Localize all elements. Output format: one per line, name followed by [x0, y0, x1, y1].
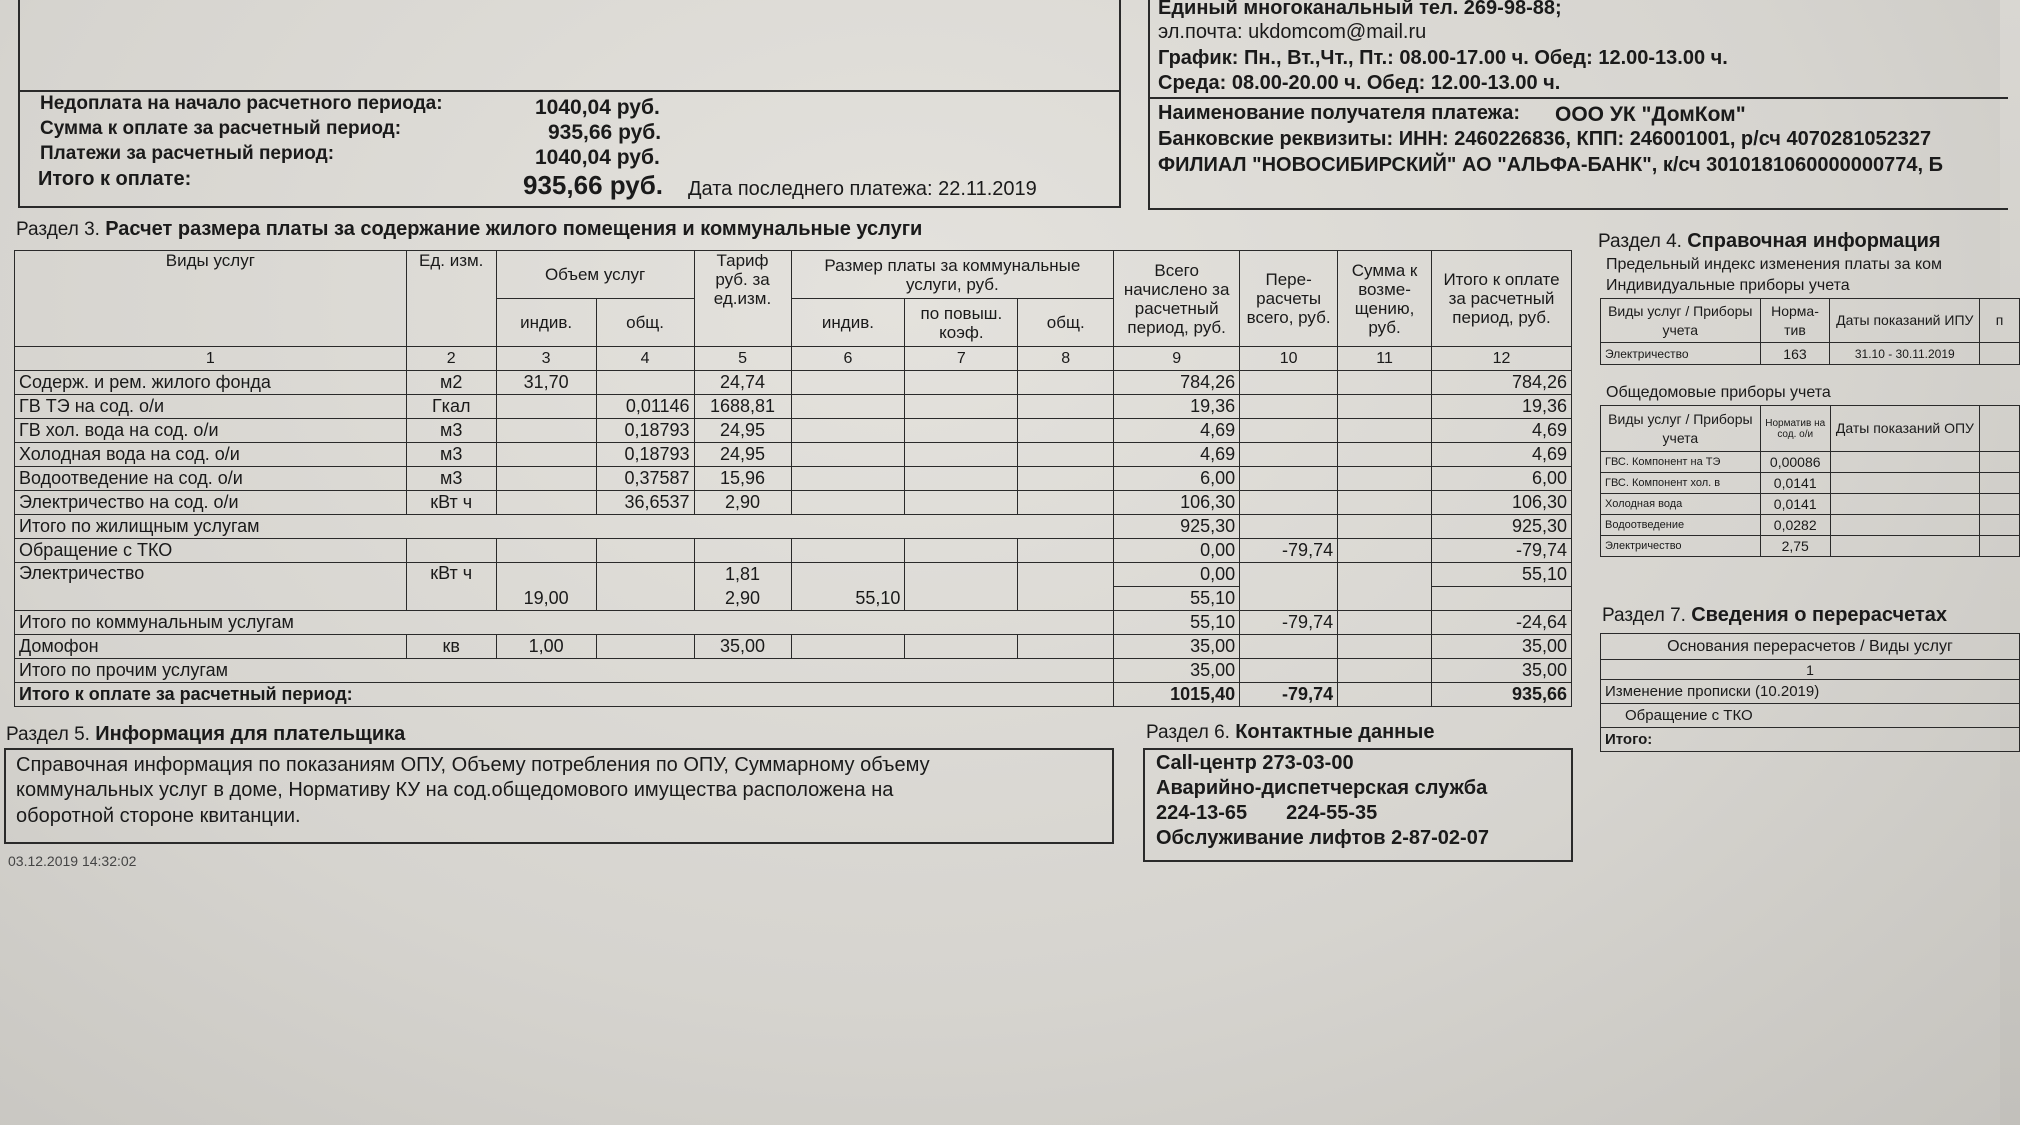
service-pay-common [1018, 395, 1114, 419]
service-pay-indiv [791, 443, 905, 467]
cell-empty [1018, 539, 1114, 563]
col-volume-indiv: индив. [496, 299, 596, 347]
service-unit: м2 [406, 371, 496, 395]
service-volume-indiv [496, 419, 596, 443]
indiv-meter-service: Электричество [1601, 343, 1761, 365]
col-recalc: Пере- расчеты всего, руб. [1240, 251, 1338, 347]
service-pay-common [1018, 419, 1114, 443]
service-name: Электричество на сод. о/и [15, 491, 407, 515]
cell-empty [791, 539, 905, 563]
common-col-service: Виды услуг / Приборы учета [1601, 406, 1761, 452]
service-name: Холодная вода на сод. о/и [15, 443, 407, 467]
summary-paid-label: Платежи за расчетный период: [40, 143, 335, 164]
service-recalc [1240, 443, 1338, 467]
service-volume-indiv: 31,70 [496, 371, 596, 395]
service-pay-common [1018, 467, 1114, 491]
cell-empty [1980, 515, 2020, 536]
intercom-pay: 35,00 [1432, 635, 1572, 659]
service-pay-indiv [791, 467, 905, 491]
service-unit: Гкал [406, 395, 496, 419]
other-total-label: Итого по прочим услугам [15, 659, 1114, 683]
common-meter-service: Водоотведение [1601, 515, 1761, 536]
electricity-tariff-2: 2,90 [694, 587, 791, 611]
service-pay-indiv [791, 371, 905, 395]
cell-empty [1018, 635, 1114, 659]
cell-empty [1240, 635, 1338, 659]
service-pay-raise [905, 491, 1018, 515]
service-pay-raise [905, 419, 1018, 443]
recalc-row [1601, 680, 2020, 704]
service-pay-raise [905, 395, 1018, 419]
cell-empty [791, 635, 905, 659]
section3-title [16, 218, 922, 241]
intercom-label: Домофон [15, 635, 407, 659]
emergency-service-line: Аварийно-диспетчерская служба [1156, 777, 1488, 799]
cell-empty [1338, 659, 1432, 683]
section4-prefix: Раздел 4. [1598, 231, 1682, 252]
common-meter-norm: 0,0282 [1760, 515, 1830, 536]
recalc-table [1600, 633, 2020, 752]
schedule-line: График: Пн., Вт.,Чт., Пт.: 08.00-17.00 ч. Обед: 12.00-13.00 ч. [1158, 47, 1728, 69]
service-pay: 4,69 [1432, 419, 1572, 443]
indiv-meter-norm: 163 [1760, 343, 1830, 365]
service-pay: 6,00 [1432, 467, 1572, 491]
housing-total-row [15, 515, 1572, 539]
service-row [15, 419, 1572, 443]
service-recalc [1240, 491, 1338, 515]
section6-prefix: Раздел 6. [1146, 722, 1230, 743]
indiv-meter-row [1601, 343, 2020, 365]
other-total-pay: 35,00 [1432, 659, 1572, 683]
recalc-row-registration: Изменение прописки (10.2019) [1601, 680, 2020, 704]
section6-heading: Контактные данные [1235, 721, 1435, 743]
col-refund: Сумма к возме- щению, руб. [1338, 251, 1432, 347]
service-pay-indiv [791, 395, 905, 419]
cell-empty [496, 563, 596, 587]
indiv-col-norm: Норма- тив [1760, 299, 1830, 343]
bank-branch-line: ФИЛИАЛ "НОВОСИБИРСКИЙ" АО "АЛЬФА-БАНК", к/сч 3010181060000000774, Б [1158, 154, 1943, 176]
service-rows [15, 371, 1572, 515]
common-meter-service: ГВС. Компонент хол. в [1601, 473, 1761, 494]
service-volume-indiv [496, 443, 596, 467]
service-tariff: 15,96 [694, 467, 791, 491]
communal-total-label: Итого по коммунальным услугам [15, 611, 1114, 635]
grand-total-amount: 1015,40 [1114, 683, 1240, 707]
electricity-tariff-day: 1,81 [694, 563, 791, 587]
tko-total: 0,00 [1114, 539, 1240, 563]
common-meter-row [1601, 452, 2020, 473]
col-to-pay: Итого к оплате за расчетный период, руб. [1432, 251, 1572, 347]
common-meter-dates [1830, 473, 1980, 494]
common-col-dates: Даты показаний ОПУ [1830, 406, 1980, 452]
service-pay: 106,30 [1432, 491, 1572, 515]
recalc-col-basis: Основания перерасчетов / Виды услуг [1601, 634, 2020, 660]
col-tariff: Тариф руб. за ед.изм. [694, 251, 791, 347]
bank-details-line: Банковские реквизиты: ИНН: 2460226836, КПП: 246001001, р/сч 4070281052327 [1158, 128, 1932, 150]
cell-empty [905, 635, 1018, 659]
service-unit: кВт ч [406, 491, 496, 515]
cell-empty [1980, 494, 2020, 515]
col-number: 5 [694, 347, 791, 371]
common-meter-dates [1830, 494, 1980, 515]
service-name: ГВ ТЭ на сод. о/и [15, 395, 407, 419]
payer-info-line-1: Справочная информация по показаниям ОПУ, Объему потребления по ОПУ, Суммарному объему [16, 754, 930, 776]
indiv-meter-extra [1980, 343, 2020, 365]
service-unit: м3 [406, 419, 496, 443]
table-header-row [15, 251, 1572, 299]
cell-empty [596, 539, 694, 563]
payer-info-line-2: коммунальных услуг в доме, Нормативу КУ на сод.общедомового имущества расположена на [16, 779, 894, 801]
service-pay: 784,26 [1432, 371, 1572, 395]
cell-empty [1338, 635, 1432, 659]
col-number: 4 [596, 347, 694, 371]
service-name: ГВ хол. вода на сод. о/и [15, 419, 407, 443]
communal-total-amount: 55,10 [1114, 611, 1240, 635]
cell-empty [1980, 473, 2020, 494]
service-pay: 4,69 [1432, 443, 1572, 467]
common-meter-row [1601, 494, 2020, 515]
service-volume-common: 0,37587 [596, 467, 694, 491]
service-volume-common: 0,01146 [596, 395, 694, 419]
service-pay: 19,36 [1432, 395, 1572, 419]
charges-table [14, 250, 1572, 707]
section5-heading: Информация для плательщика [95, 723, 406, 745]
cell-empty [1338, 611, 1432, 635]
cell-empty [694, 539, 791, 563]
housing-total-pay: 925,30 [1432, 515, 1572, 539]
common-col-extra [1980, 406, 2020, 452]
col-services: Виды услуг [15, 251, 407, 347]
service-pay-indiv [791, 419, 905, 443]
grand-total-recalc: -79,74 [1240, 683, 1338, 707]
service-row [15, 395, 1572, 419]
col-pay-size: Размер платы за коммунальные услуги, руб. [791, 251, 1114, 299]
summary-debt-label: Недоплата на начало расчетного периода: [40, 93, 443, 114]
service-pay-raise [905, 443, 1018, 467]
service-recalc [1240, 467, 1338, 491]
service-pay-common [1018, 371, 1114, 395]
col-number: 6 [791, 347, 905, 371]
service-total: 106,30 [1114, 491, 1240, 515]
section3-prefix: Раздел 3. [16, 219, 100, 240]
service-recalc [1240, 371, 1338, 395]
intercom-total: 35,00 [1114, 635, 1240, 659]
communal-total-recalc: -79,74 [1240, 611, 1338, 635]
col-total: Всего начислено за расчетный период, руб. [1114, 251, 1240, 347]
indiv-meters-title: Индивидуальные приборы учета [1606, 277, 1850, 294]
cell-empty [791, 563, 905, 587]
service-refund [1338, 491, 1432, 515]
recalc-header [1601, 634, 2020, 660]
common-meters-header [1601, 406, 2020, 452]
service-name: Водоотведение на сод. о/и [15, 467, 407, 491]
service-tariff: 1688,81 [694, 395, 791, 419]
intercom-row [15, 635, 1572, 659]
summary-paid-value: 1040,04 руб. [535, 146, 660, 169]
indiv-meters-header [1601, 299, 2020, 343]
electricity-pay: 55,10 [1432, 563, 1572, 587]
tko-row [15, 539, 1572, 563]
common-meter-row [1601, 515, 2020, 536]
service-unit: м3 [406, 467, 496, 491]
service-volume-common [596, 371, 694, 395]
electricity-total-2: 55,10 [1114, 587, 1240, 611]
service-recalc [1240, 395, 1338, 419]
section7-prefix: Раздел 7. [1602, 605, 1686, 626]
cell-empty [1018, 563, 1114, 611]
recalc-col-number: 1 [1601, 660, 2020, 680]
section4-subtitle: Предельный индекс изменения платы за ком [1606, 256, 1943, 273]
cell-empty [1980, 452, 2020, 473]
common-meter-row [1601, 536, 2020, 557]
common-meter-dates [1830, 452, 1980, 473]
schedule-wed-line: Среда: 08.00-20.00 ч. Обед: 12.00-13.00 ч. [1158, 72, 1561, 94]
recipient-divider [1148, 97, 2008, 99]
service-pay-raise [905, 371, 1018, 395]
summary-debt-value: 1040,04 руб. [535, 96, 660, 119]
service-unit: м3 [406, 443, 496, 467]
col-number: 9 [1114, 347, 1240, 371]
service-tariff: 24,95 [694, 419, 791, 443]
section4-heading: Справочная информация [1687, 230, 1941, 252]
emergency-phones-line: 224-13-65 224-55-35 [1156, 802, 1378, 824]
section5-prefix: Раздел 5. [6, 724, 90, 745]
service-refund [1338, 443, 1432, 467]
section3-heading: Расчет размера платы за содержание жилого помещения и коммунальные услуги [105, 218, 923, 240]
service-name: Содерж. и рем. жилого фонда [15, 371, 407, 395]
col-volume: Объем услуг [496, 251, 694, 299]
cell-empty [905, 563, 1018, 611]
service-volume-common: 0,18793 [596, 419, 694, 443]
cell-empty [1240, 659, 1338, 683]
section4-title [1598, 230, 1941, 253]
common-col-norm: Норматив на сод. о/и [1760, 406, 1830, 452]
col-pay-raise: по повыш. коэф. [905, 299, 1018, 347]
indiv-meters-table [1600, 298, 2020, 365]
cell-empty [1338, 515, 1432, 539]
col-pay-common: общ. [1018, 299, 1114, 347]
common-meter-service: Электричество [1601, 536, 1761, 557]
cell-empty [1240, 563, 1338, 611]
common-meters-title: Общедомовые приборы учета [1606, 384, 1831, 401]
service-refund [1338, 419, 1432, 443]
service-total: 4,69 [1114, 419, 1240, 443]
grand-total-row [15, 683, 1572, 707]
service-refund [1338, 371, 1432, 395]
section7-title [1602, 604, 1947, 627]
col-unit: Ед. изм. [406, 251, 496, 347]
common-meter-norm: 0,0141 [1760, 473, 1830, 494]
last-payment-date: Дата последнего платежа: 22.11.2019 [688, 178, 1037, 200]
summary-total-label: Итого к оплате: [38, 168, 192, 190]
service-total: 19,36 [1114, 395, 1240, 419]
service-row [15, 467, 1572, 491]
common-meter-norm: 0,0141 [1760, 494, 1830, 515]
column-numbers-row [15, 347, 1572, 371]
service-volume-common: 36,6537 [596, 491, 694, 515]
recalc-total-row [1601, 728, 2020, 752]
tko-pay: -79,74 [1432, 539, 1572, 563]
service-tariff: 2,90 [694, 491, 791, 515]
cell-empty [1338, 683, 1432, 707]
service-tariff: 24,74 [694, 371, 791, 395]
section6-title [1146, 721, 1434, 744]
col-number: 8 [1018, 347, 1114, 371]
grand-total-pay: 935,66 [1432, 683, 1572, 707]
summary-due-label: Сумма к оплате за расчетный период: [40, 118, 402, 139]
cell-empty [1338, 539, 1432, 563]
cell-empty [496, 539, 596, 563]
common-meters-table [1600, 405, 2020, 557]
service-tariff: 24,95 [694, 443, 791, 467]
intercom-volume: 1,00 [496, 635, 596, 659]
electricity-row-1 [15, 563, 1572, 587]
cell-empty [1240, 515, 1338, 539]
cell-empty [406, 539, 496, 563]
recalc-total-label: Итого: [1601, 728, 2020, 752]
common-meter-norm: 0,00086 [1760, 452, 1830, 473]
intercom-unit: кв [406, 635, 496, 659]
indiv-col-service: Виды услуг / Приборы учета [1601, 299, 1761, 343]
service-total: 784,26 [1114, 371, 1240, 395]
col-number: 10 [1240, 347, 1338, 371]
tko-label: Обращение с ТКО [15, 539, 407, 563]
service-row [15, 443, 1572, 467]
electricity-indiv-pay: 55,10 [791, 587, 905, 611]
service-volume-indiv [496, 395, 596, 419]
tko-recalc: -79,74 [1240, 539, 1338, 563]
electricity-unit: кВт ч [406, 563, 496, 611]
service-refund [1338, 395, 1432, 419]
service-row [15, 371, 1572, 395]
service-pay-common [1018, 491, 1114, 515]
other-total-amount: 35,00 [1114, 659, 1240, 683]
common-meter-dates [1830, 536, 1980, 557]
col-number: 2 [406, 347, 496, 371]
housing-total-amount: 925,30 [1114, 515, 1240, 539]
common-meter-dates [1830, 515, 1980, 536]
service-pay-indiv [791, 491, 905, 515]
cell-empty [1432, 587, 1572, 611]
electricity-indiv-volume: 19,00 [496, 587, 596, 611]
other-total-row [15, 659, 1572, 683]
section7-heading: Сведения о перерасчетах [1691, 604, 1948, 626]
common-meter-rows [1601, 452, 2020, 557]
service-volume-indiv [496, 467, 596, 491]
communal-total-pay: -24,64 [1432, 611, 1572, 635]
summary-divider [18, 90, 1121, 92]
cell-empty [596, 635, 694, 659]
cell-empty [596, 563, 694, 611]
service-volume-common: 0,18793 [596, 443, 694, 467]
service-pay-raise [905, 467, 1018, 491]
summary-total-value: 935,66 руб. [523, 170, 664, 200]
electricity-label: Электричество [15, 563, 407, 611]
common-meter-service: ГВС. Компонент на ТЭ [1601, 452, 1761, 473]
service-refund [1338, 467, 1432, 491]
recalc-row [1601, 704, 2020, 728]
col-number: 1 [15, 347, 407, 371]
payer-info-line-3: оборотной стороне квитанции. [16, 805, 301, 827]
col-volume-common: общ. [596, 299, 694, 347]
indiv-col-extra: п [1980, 299, 2020, 343]
col-number: 11 [1338, 347, 1432, 371]
housing-total-label: Итого по жилищным услугам [15, 515, 1114, 539]
cell-empty [1338, 563, 1432, 611]
contact-phone-line: Единый многоканальный тел. 269-98-88; [1158, 0, 1562, 19]
section5-title [6, 723, 405, 746]
recipient-value: ООО УК "ДомКом" [1555, 103, 1746, 126]
col-number: 7 [905, 347, 1018, 371]
col-pay-indiv: индив. [791, 299, 905, 347]
cell-empty [1980, 536, 2020, 557]
recipient-label: Наименование получателя платежа: [1158, 102, 1521, 124]
electricity-total-1: 0,00 [1114, 563, 1240, 587]
communal-total-row [15, 611, 1572, 635]
summary-due-value: 935,66 руб. [548, 121, 662, 144]
contact-email-line: эл.почта: ukdomcom@mail.ru [1158, 21, 1427, 43]
service-total: 6,00 [1114, 467, 1240, 491]
print-timestamp: 03.12.2019 14:32:02 [8, 853, 137, 869]
cell-empty [905, 539, 1018, 563]
col-number: 12 [1432, 347, 1572, 371]
recalc-col-number-row [1601, 660, 2020, 680]
common-meter-service: Холодная вода [1601, 494, 1761, 515]
grand-total-label: Итого к оплате за расчетный период: [15, 683, 1114, 707]
common-meter-norm: 2,75 [1760, 536, 1830, 557]
service-row [15, 491, 1572, 515]
service-pay-common [1018, 443, 1114, 467]
service-total: 4,69 [1114, 443, 1240, 467]
intercom-tariff: 35,00 [694, 635, 791, 659]
col-number: 3 [496, 347, 596, 371]
indiv-col-dates: Даты показаний ИПУ [1830, 299, 1980, 343]
recalc-row-tko: Обращение с ТКО [1601, 704, 2020, 728]
common-meter-row [1601, 473, 2020, 494]
elevator-service-line: Обслуживание лифтов 2-87-02-07 [1156, 827, 1489, 849]
service-volume-indiv [496, 491, 596, 515]
call-center-line: Call-центр 273-03-00 [1156, 752, 1354, 774]
indiv-meter-dates: 31.10 - 30.11.2019 [1830, 343, 1980, 365]
service-recalc [1240, 419, 1338, 443]
